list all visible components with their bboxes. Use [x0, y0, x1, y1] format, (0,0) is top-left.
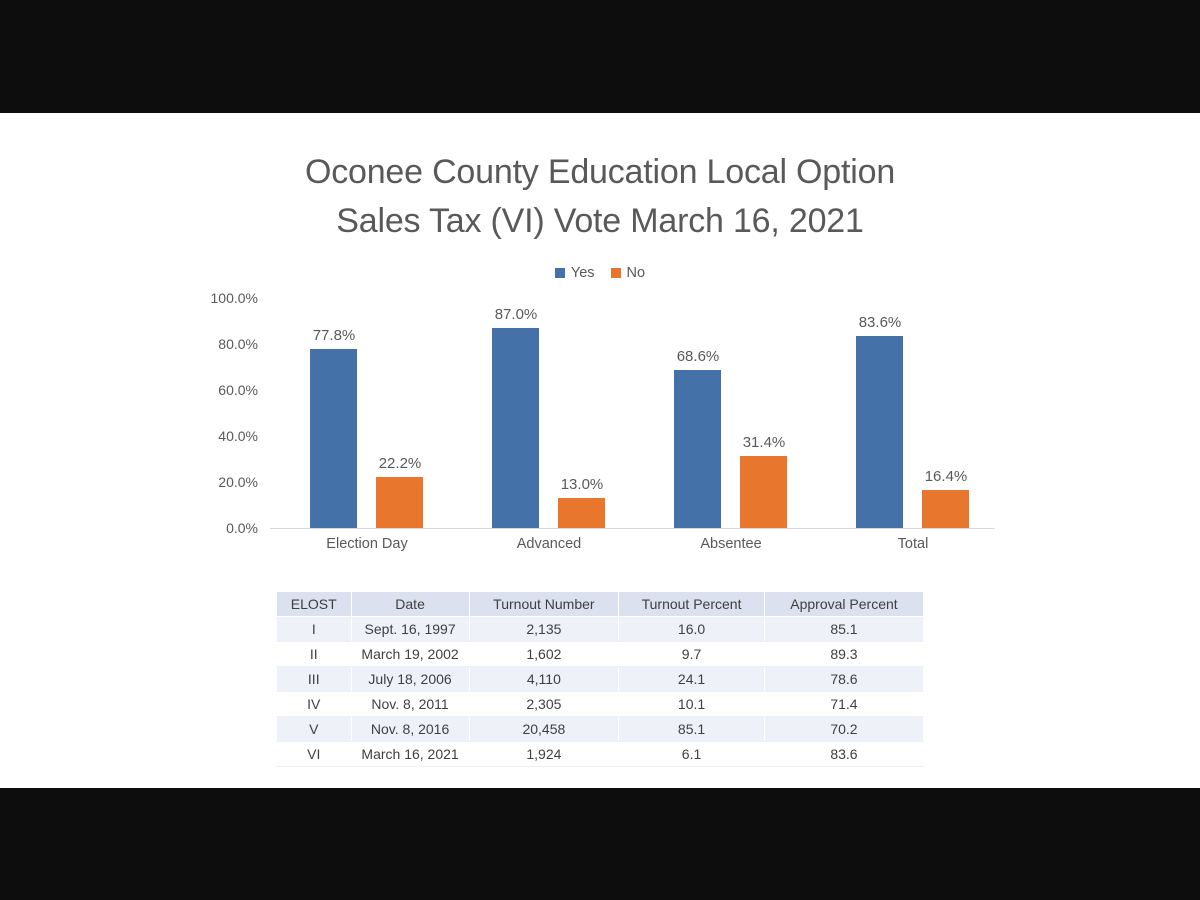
bar-absentee-yes: [674, 348, 721, 528]
bars-container: [270, 298, 995, 552]
slide-canvas: [0, 113, 1200, 788]
cell-approval-percent: 83.6: [764, 742, 923, 767]
bar-advanced-no: [558, 476, 605, 528]
cell-turnout-percent: 16.0: [619, 617, 765, 642]
cell-date: March 19, 2002: [351, 642, 469, 667]
cell-elost: II: [277, 642, 352, 667]
table-header: [277, 592, 924, 617]
bar-chart-plot-area: [190, 290, 1000, 552]
legend-item-no: [611, 265, 646, 281]
cell-turnout-number: 4,110: [469, 667, 619, 692]
cell-turnout-number: 2,305: [469, 692, 619, 717]
column-header-date: Date: [351, 592, 469, 617]
y-axis-tick-40: 40.0%: [218, 428, 258, 444]
cell-elost: III: [277, 667, 352, 692]
bar-label-total-no: 16.4%: [924, 468, 968, 486]
legend-swatch-yes: [555, 268, 565, 278]
table-row: [277, 692, 924, 717]
category-label-absentee: Absentee: [700, 536, 762, 552]
bar-label-absentee-no: 31.4%: [742, 433, 786, 451]
cell-date: Nov. 8, 2011: [351, 692, 469, 717]
category-label-election-day: Election Day: [326, 536, 408, 552]
chart-title-line-2: Sales Tax (VI) Vote March 16, 2021: [336, 202, 864, 240]
column-header-elost: ELOST: [277, 592, 352, 617]
bar-total-yes: [856, 313, 903, 528]
category-label-total: Total: [897, 536, 929, 552]
chart-title: [150, 148, 1050, 246]
column-header-turnout-percent: Turnout Percent: [619, 592, 765, 617]
table-row: [277, 742, 924, 767]
cell-elost: I: [277, 617, 352, 642]
category-label-advanced: Advanced: [516, 536, 582, 552]
cell-turnout-number: 2,135: [469, 617, 619, 642]
bar-label-advanced-yes: 87.0%: [494, 305, 538, 323]
cell-date: March 16, 2021: [351, 742, 469, 767]
table-row: [277, 617, 924, 642]
cell-turnout-percent: 24.1: [619, 667, 765, 692]
legend-label-yes: Yes: [570, 265, 595, 281]
table-header-row: [277, 592, 924, 617]
x-axis-line: [270, 528, 995, 529]
cell-approval-percent: 85.1: [764, 617, 923, 642]
cell-elost: IV: [277, 692, 352, 717]
bar-group-election-day: [310, 298, 423, 552]
cell-turnout-percent: 9.7: [619, 642, 765, 667]
elost-history-table: [276, 592, 924, 767]
y-axis-tick-60: 60.0%: [218, 382, 258, 398]
cell-turnout-percent: 10.1: [619, 692, 765, 717]
bar-election-day-no: [376, 454, 423, 528]
column-header-approval-percent: Approval Percent: [764, 592, 923, 617]
cell-date: Sept. 16, 1997: [351, 617, 469, 642]
bar-absentee-no: [740, 433, 787, 528]
bar-group-advanced: [492, 298, 605, 552]
bar-advanced-yes: [492, 305, 539, 528]
cell-date: July 18, 2006: [351, 667, 469, 692]
bar-label-election-day-yes: 77.8%: [312, 327, 356, 345]
table-row: [277, 667, 924, 692]
bar-label-absentee-yes: 68.6%: [676, 348, 720, 366]
bar-label-total-yes: 83.6%: [858, 313, 902, 331]
cell-elost: VI: [277, 742, 352, 767]
bar-label-advanced-no: 13.0%: [560, 476, 604, 494]
chart-title-line-1: Oconee County Education Local Option: [304, 153, 896, 191]
legend-swatch-no: [611, 268, 621, 278]
bar-election-day-yes: [310, 327, 357, 528]
cell-turnout-percent: 85.1: [619, 717, 765, 742]
legend-item-yes: [555, 265, 595, 281]
cell-elost: V: [277, 717, 352, 742]
chart-legend: [0, 265, 1200, 281]
cell-approval-percent: 89.3: [764, 642, 923, 667]
cell-turnout-percent: 6.1: [619, 742, 765, 767]
bar-group-absentee: [674, 298, 787, 552]
y-axis-tick-100: 100.0%: [210, 290, 258, 306]
table-row: [277, 642, 924, 667]
bar-label-election-day-no: 22.2%: [378, 454, 422, 472]
y-axis-tick-80: 80.0%: [218, 336, 258, 352]
cell-approval-percent: 78.6: [764, 667, 923, 692]
cell-turnout-number: 20,458: [469, 717, 619, 742]
legend-label-no: No: [626, 265, 646, 281]
cell-date: Nov. 8, 2016: [351, 717, 469, 742]
column-header-turnout-number: Turnout Number: [469, 592, 619, 617]
cell-turnout-number: 1,602: [469, 642, 619, 667]
cell-turnout-number: 1,924: [469, 742, 619, 767]
y-axis-tick-20: 20.0%: [218, 474, 258, 490]
y-axis-tick-0: 0.0%: [226, 520, 258, 536]
cell-approval-percent: 70.2: [764, 717, 923, 742]
bar-group-total: [856, 298, 969, 552]
table-body: [277, 617, 924, 767]
table-row: [277, 717, 924, 742]
cell-approval-percent: 71.4: [764, 692, 923, 717]
bar-total-no: [922, 468, 969, 528]
